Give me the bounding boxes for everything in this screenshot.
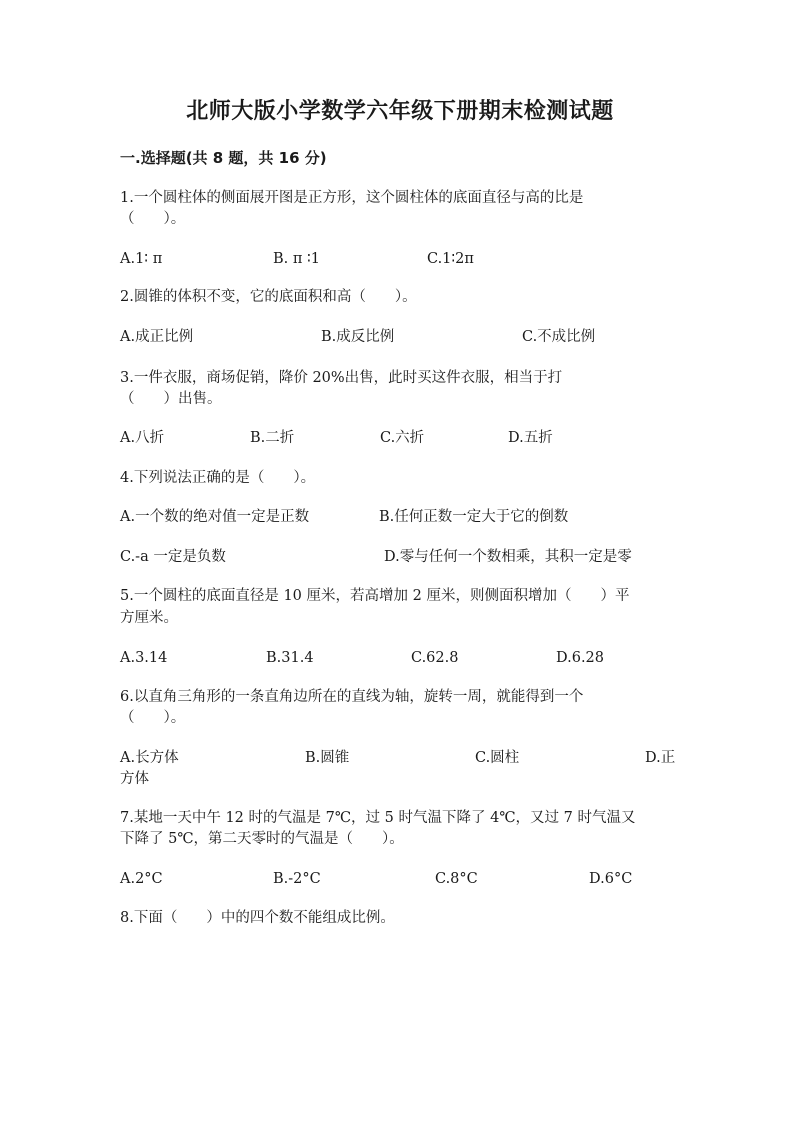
question-7-option-b: B.-2°C bbox=[273, 871, 321, 887]
question-3-option-c: C.六折 bbox=[380, 430, 425, 446]
question-3-line-2: （ ）出售。 bbox=[120, 391, 222, 407]
question-4-line-1: 4.下列说法正确的是（ ）。 bbox=[120, 470, 316, 486]
question-5-option-a: A.3.14 bbox=[120, 650, 168, 666]
question-4-option-c: C.-a 一定是负数 bbox=[120, 549, 226, 565]
question-5-option-d: D.6.28 bbox=[556, 650, 605, 666]
question-3-option-b: B.二折 bbox=[250, 430, 295, 446]
question-2-option-a: A.成正比例 bbox=[120, 329, 194, 345]
question-1-option-a: A.1∶ π bbox=[120, 251, 163, 267]
question-6-option-b: B.圆锥 bbox=[305, 750, 350, 766]
question-4-option-a: A.一个数的绝对值一定是正数 bbox=[120, 509, 310, 525]
question-2-option-b: B.成反比例 bbox=[321, 329, 395, 345]
question-1-option-c: C.1∶2π bbox=[427, 251, 474, 267]
question-5-line-1: 5.一个圆柱的底面直径是 10 厘米，若高增加 2 厘米，则侧面积增加（ ）平 bbox=[120, 588, 630, 604]
question-2-line-1: 2.圆锥的体积不变，它的底面积和高（ ）。 bbox=[120, 289, 417, 305]
question-6-option-a: A.长方体 bbox=[120, 750, 179, 766]
question-7-option-a: A.2°C bbox=[120, 871, 163, 887]
question-3-option-a: A.八折 bbox=[120, 430, 165, 446]
question-6-option-c: C.圆柱 bbox=[475, 750, 520, 766]
page-title: 北师大版小学数学六年级下册期末检测试题 bbox=[186, 99, 614, 124]
question-7-line-2: 下降了 5℃，第二天零时的气温是（ ）。 bbox=[120, 831, 404, 847]
question-5-line-2: 方厘米。 bbox=[120, 610, 178, 626]
question-1-option-b: B. π ∶1 bbox=[273, 251, 321, 267]
question-7-line-1: 7.某地一天中午 12 时的气温是 7℃，过 5 时气温下降了 4℃，又过 7 时气温又 bbox=[120, 810, 636, 826]
question-6-line-1: 6.以直角三角形的一条直角边所在的直线为轴，旋转一周，就能得到一个 bbox=[120, 689, 584, 705]
question-1-line-2: （ ）。 bbox=[120, 211, 186, 227]
section-heading: 一.选择题(共 8 题，共 16 分) bbox=[120, 149, 327, 167]
question-5-option-c: C.62.8 bbox=[411, 650, 459, 666]
question-4-option-b: B.任何正数一定大于它的倒数 bbox=[379, 509, 569, 525]
question-4-option-d: D.零与任何一个数相乘，其积一定是零 bbox=[384, 549, 632, 565]
question-6-option-d: D.正 bbox=[645, 750, 676, 766]
question-5-option-b: B.31.4 bbox=[266, 650, 314, 666]
question-7-option-d: D.6°C bbox=[589, 871, 633, 887]
question-3-option-d: D.五折 bbox=[508, 430, 553, 446]
question-3-line-1: 3.一件衣服，商场促销，降价 20%出售，此时买这件衣服，相当于打 bbox=[120, 370, 563, 386]
question-8-line-1: 8.下面（ ）中的四个数不能组成比例。 bbox=[120, 910, 395, 926]
question-6-line-2: （ ）。 bbox=[120, 710, 186, 726]
question-1-line-1: 1.一个圆柱体的侧面展开图是正方形，这个圆柱体的底面直径与高的比是 bbox=[120, 190, 584, 206]
question-2-option-c: C.不成比例 bbox=[522, 329, 596, 345]
question-7-option-c: C.8°C bbox=[435, 871, 478, 887]
question-6-option-d-continued: 方体 bbox=[120, 771, 149, 787]
